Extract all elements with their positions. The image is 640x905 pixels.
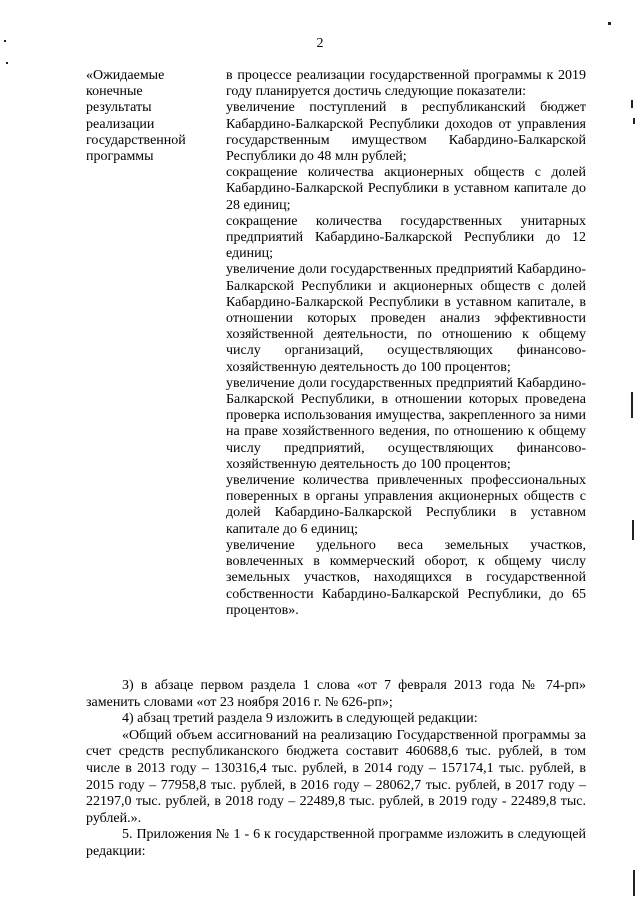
scan-mark (4, 40, 6, 42)
scan-mark (633, 870, 635, 896)
paragraph: 5. Приложения № 1 - 6 к государственной программе изложить в следующей редакции: (86, 827, 586, 859)
left-column-line: программы (86, 149, 154, 165)
left-column-line: результаты (86, 100, 152, 116)
indicator-item: сокращение количества государственных унитарных предприятий Кабардино-Балкарской Республики до 12 единиц; (226, 213, 586, 262)
table-left-column (86, 68, 210, 165)
left-column-line: «Ожидаемые (86, 68, 165, 83)
scan-mark (632, 520, 634, 540)
table-right-column (226, 68, 586, 619)
body-text (86, 678, 586, 861)
indicator-item: увеличение поступлений в республиканский бюджет Кабардино-Балкарской Республики доходов от управления государственным имуществом Кабардино-Балкарской Республики до 48 млн рублей; (226, 100, 586, 165)
indicator-item: увеличение доли государственных предприятий Кабардино-Балкарской Республики, в отношении которых проведена проверка использования имущества, закрепленного за ними на праве хозяйственного ведения, по отношению к общему числу предприятий, осуществляющих финансово-хозяйственную деятельность до 100 процентов; (226, 375, 586, 472)
left-column-line: государственной (86, 132, 186, 148)
page-number: 2 (316, 36, 324, 51)
indicator-item: в процессе реализации государственной программы к 2019 году планируется достичь следующие показатели: (226, 68, 586, 100)
left-column-line: реализации (86, 116, 155, 132)
scan-mark (6, 62, 8, 64)
scan-mark (631, 392, 633, 418)
indicator-item: увеличение количества привлеченных профессиональных поверенных в органы управления акционерных обществ с долей Кабардино-Балкарской Республики в уставном капитале до 6 единиц; (226, 473, 586, 537)
indicator-item: увеличение удельного веса земельных участков, вовлеченных в коммерческий оборот, к общему числу земельных участков, находящихся в государственной собственности Кабардино-Балкарской Республики, до 65 процентов». (226, 537, 586, 618)
scan-mark (608, 22, 611, 25)
paragraph: 3) в абзаце первом раздела 1 слова «от 7 февраля 2013 года № 74-рп» заменить словами «от 23 ноября 2016 г. № 626-рп»; (86, 678, 586, 710)
left-column-line: конечные (86, 84, 143, 100)
scan-mark (631, 100, 633, 108)
indicator-item: увеличение доли государственных предприятий Кабардино-Балкарской Республики и акционерных обществ с долей Кабардино-Балкарской Республики в уставном капитале, в отношении которых проведен анализ эффективности хозяйственной деятельности, по отношению к общему числу организаций, осуществляющих финансово-хозяйственную деятельность до 100 процентов; (226, 262, 586, 375)
paragraph: «Общий объем ассигнований на реализацию Государственной программы за счет средств республиканского бюджета составит 460688,6 тыс. рублей, в том числе в 2013 году – 130316,4 тыс. рублей, в 2014 году – 157174,1 тыс. рублей, в 2015 году – 77958,8 тыс. рублей, в 2016 году – 28062,7 тыс. рублей, в 2017 году – 22197,0 тыс. рублей, в 2018 году – 22489,8 тыс. рублей, в 2019 году - 22489,8 тыс. рублей.». (86, 727, 586, 826)
paragraph: 4) абзац третий раздела 9 изложить в следующей редакции: (122, 711, 478, 727)
indicator-item: сокращение количества акционерных обществ с долей Кабардино-Балкарской Республики в уставном капитале до 28 единиц; (226, 165, 586, 213)
scan-mark (633, 118, 635, 124)
